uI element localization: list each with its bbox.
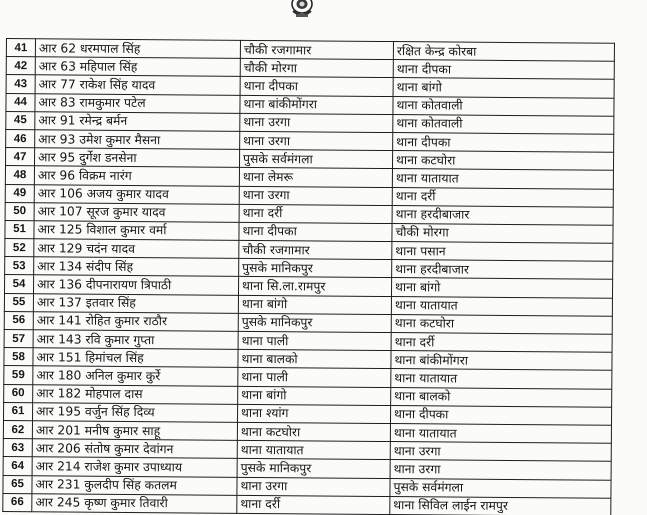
new-posting-cell: थाना यातायात — [392, 169, 613, 189]
new-posting-cell: थाना हरदीबाजार — [392, 260, 613, 280]
transfer-table — [2, 38, 615, 515]
serial-number-cell: 45 — [6, 111, 35, 129]
serial-number-cell: 59 — [4, 366, 33, 384]
current-posting-cell: थाना दर्री — [239, 204, 392, 223]
current-posting-cell: थाना उरगा — [240, 113, 393, 132]
current-posting-cell: थाना दर्री — [237, 495, 390, 514]
serial-number-cell: 63 — [3, 439, 32, 457]
new-posting-cell: थाना दीपका — [393, 132, 614, 152]
new-posting-cell: रक्षित केन्द्र कोरबा — [393, 42, 614, 62]
employee-name-cell: आर 141 रोहित कुमार राठौर — [33, 312, 238, 332]
employee-name-cell: आर 206 संतोष कुमार देवांगन — [32, 439, 237, 459]
current-posting-cell: थाना उरगा — [237, 477, 390, 496]
employee-name-cell: आर 62 धरमपाल सिंह — [35, 39, 240, 59]
employee-name-cell: आर 214 राजेश कुमार उपाध्याय — [32, 457, 237, 477]
employee-name-cell: आर 195 वर्जुन सिंह दिव्य — [32, 402, 237, 422]
employee-name-cell: आर 231 कुलदीप सिंह कतलम — [32, 475, 237, 495]
current-posting-cell: चौकी रजगामार — [239, 240, 392, 259]
serial-number-cell: 65 — [3, 475, 32, 493]
serial-number-cell: 50 — [5, 202, 34, 220]
employee-name-cell: आर 95 दुर्गेश डनसेना — [34, 148, 239, 168]
serial-number-cell: 55 — [4, 293, 33, 311]
employee-name-cell: आर 91 रमेन्द्र बर्मन — [35, 111, 240, 131]
current-posting-cell: पुसके मानिकपुर — [237, 459, 390, 478]
new-posting-cell: थाना दर्री — [391, 333, 612, 353]
transfer-table-body — [3, 39, 615, 515]
serial-number-cell: 43 — [6, 75, 35, 93]
employee-name-cell: आर 151 हिमांचल सिंह — [33, 348, 238, 368]
current-posting-cell: थाना बांगो — [238, 386, 391, 405]
serial-number-cell: 66 — [3, 493, 32, 511]
current-posting-cell: चौकी रजगामार — [240, 40, 393, 59]
current-posting-cell: थाना दीपका — [240, 77, 393, 96]
current-posting-cell: थाना पाली — [238, 368, 391, 387]
new-posting-cell: थाना यातायात — [390, 423, 611, 443]
employee-name-cell: आर 96 विक्रम नारंग — [34, 166, 239, 186]
current-posting-cell: थाना श्यांग — [237, 404, 390, 423]
new-posting-cell: थाना दीपका — [390, 405, 611, 425]
employee-name-cell: आर 63 महिपाल सिंह — [35, 57, 240, 77]
new-posting-cell: थाना कोतवाली — [393, 114, 614, 134]
employee-name-cell: आर 125 विशाल कुमार वर्मा — [34, 221, 239, 241]
current-posting-cell: थाना उरगा — [240, 131, 393, 150]
serial-number-cell: 47 — [5, 148, 34, 166]
new-posting-cell: थाना सिविल लाईन रामपुर — [390, 496, 611, 515]
current-posting-cell: पुसके सर्वमंगला — [239, 149, 392, 168]
new-posting-cell: थाना बांकीमोंगरा — [391, 351, 612, 371]
serial-number-cell: 60 — [4, 384, 33, 402]
new-posting-cell: चौकी मोरगा — [392, 223, 613, 243]
new-posting-cell: थाना उरगा — [390, 460, 611, 480]
new-posting-cell: थाना दर्री — [392, 187, 613, 207]
serial-number-cell: 53 — [5, 257, 34, 275]
new-posting-cell: थाना उरगा — [390, 442, 611, 462]
new-posting-cell: थाना कोतवाली — [393, 96, 614, 116]
new-posting-cell: थाना यातायात — [391, 369, 612, 389]
new-posting-cell: थाना हरदीबाजार — [392, 205, 613, 225]
current-posting-cell: पुसके मानिकपुर — [239, 259, 392, 278]
current-posting-cell: थाना उरगा — [239, 186, 392, 205]
employee-name-cell: आर 77 राकेश सिंह यादव — [35, 75, 240, 95]
new-posting-cell: पुसके सर्वमंगला — [390, 478, 611, 498]
current-posting-cell: थाना बांकीमोंगरा — [240, 95, 393, 114]
employee-name-cell: आर 93 उमेश कुमार मैसना — [35, 130, 240, 150]
employee-name-cell: आर 137 इतवार सिंह — [33, 293, 238, 313]
serial-number-cell: 48 — [5, 166, 34, 184]
current-posting-cell: थाना सि.ला.रामपुर — [238, 277, 391, 296]
new-posting-cell: थाना कटघोरा — [391, 314, 612, 334]
current-posting-cell: पुसके मानिकपुर — [238, 313, 391, 332]
employee-name-cell: आर 129 चदंन यादव — [34, 239, 239, 259]
serial-number-cell: 41 — [6, 39, 35, 57]
employee-name-cell: आर 107 सूरज कुमार यादव — [34, 202, 239, 222]
table-row — [3, 493, 611, 515]
serial-number-cell: 46 — [6, 129, 35, 147]
employee-name-cell: आर 106 अजय कुमार यादव — [34, 184, 239, 204]
employee-name-cell: आर 245 कृष्ण कुमार तिवारी — [32, 493, 237, 513]
serial-number-cell: 49 — [5, 184, 34, 202]
serial-number-cell: 51 — [5, 220, 34, 238]
current-posting-cell: थाना बालको — [238, 350, 391, 369]
new-posting-cell: थाना बांगो — [393, 78, 614, 98]
new-posting-cell: थाना कटघोरा — [392, 151, 613, 171]
employee-name-cell: आर 201 मनीष कुमार साहू — [32, 421, 237, 441]
serial-number-cell: 42 — [6, 57, 35, 75]
serial-number-cell: 58 — [4, 348, 33, 366]
current-posting-cell: थाना पाली — [238, 331, 391, 350]
new-posting-cell: थाना बालको — [391, 387, 612, 407]
new-posting-cell: थाना यातायात — [391, 296, 612, 316]
serial-number-cell: 57 — [4, 329, 33, 347]
serial-number-cell: 64 — [3, 457, 32, 475]
serial-number-cell: 62 — [3, 420, 32, 438]
serial-number-cell: 54 — [4, 275, 33, 293]
employee-name-cell: आर 83 रामकुमार पटेल — [35, 93, 240, 113]
current-posting-cell: थाना लेमरू — [239, 168, 392, 187]
current-posting-cell: थाना बांगो — [238, 295, 391, 314]
new-posting-cell: थाना पसान — [392, 242, 613, 262]
employee-name-cell: आर 180 अनिल कुमार कुर्रे — [33, 366, 238, 386]
new-posting-cell: थाना दीपका — [393, 60, 614, 80]
current-posting-cell: थाना कटघोरा — [237, 422, 390, 441]
employee-name-cell: आर 136 दीपनारायण त्रिपाठी — [33, 275, 238, 295]
serial-number-cell: 61 — [3, 402, 32, 420]
employee-name-cell: आर 134 संदीप सिंह — [34, 257, 239, 277]
serial-number-cell: 52 — [5, 239, 34, 257]
transfer-list-sheet — [2, 38, 614, 515]
current-posting-cell: चौकी मोरगा — [240, 59, 393, 78]
current-posting-cell: थाना दीपका — [239, 222, 392, 241]
employee-name-cell: आर 182 मोहपाल दास — [33, 384, 238, 404]
new-posting-cell: थाना बांगो — [391, 278, 612, 298]
employee-name-cell: आर 143 रवि कुमार गुप्ता — [33, 330, 238, 350]
serial-number-cell: 56 — [4, 311, 33, 329]
serial-number-cell: 44 — [6, 93, 35, 111]
police-emblem-icon — [287, 0, 317, 22]
current-posting-cell: थाना यातायात — [237, 440, 390, 459]
